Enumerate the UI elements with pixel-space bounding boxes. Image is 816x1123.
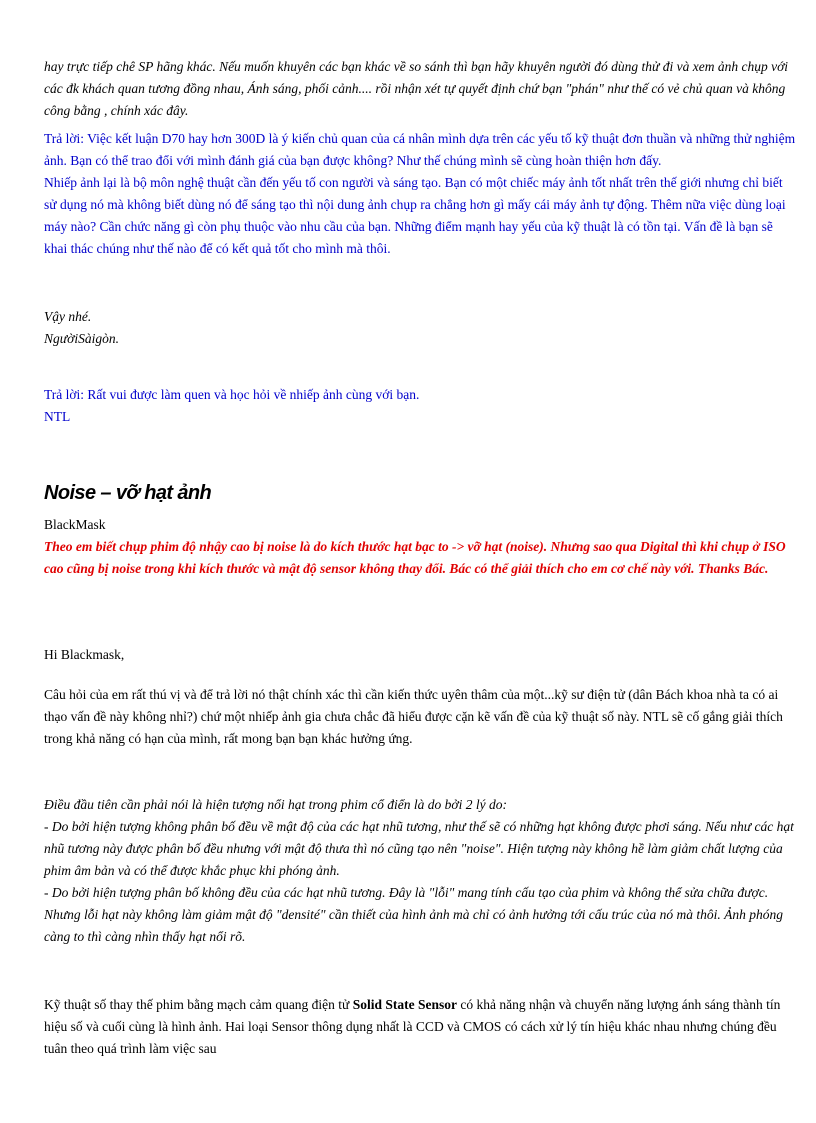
answer-greeting: Hi Blackmask, bbox=[44, 647, 125, 662]
answer-p2-intro: Điều đầu tiên cần phải nói là hiện tượng nổi hạt trong phim cổ điển là do bởi 2 lý do: bbox=[44, 797, 507, 812]
intro-paragraph: hay trực tiếp chê SP hãng khác. Nếu muốn khuyên các bạn khác về so sánh thì bạn hãy khuyên người đó dùng thử đi và xem ảnh chụp với các đk khách quan tương đồng nhau, Ánh sáng, phối cảnh.... rồi nhận xét tự quyết định chứ bạn "phán" như thế có vẻ chủ quan và không công bằng , chính xác đây. bbox=[44, 59, 789, 118]
answer-p3-pre: Kỹ thuật số thay thế phim bằng mạch cảm quang điện tử bbox=[44, 997, 353, 1012]
answer-paragraph-3 bbox=[44, 994, 796, 1060]
answer-paragraph-2 bbox=[44, 794, 796, 948]
signoff-line-2: NgườiSàigòn. bbox=[44, 331, 119, 346]
answer-paragraph-1: Câu hỏi của em rất thú vị và để trả lời nó thật chính xác thì cần kiến thức uyên thâm của một...kỹ sư điện tử (dân Bách khoa nhà ta có ai thạo vấn đề này không nhỉ?) chứ một nhiếp ảnh gia chưa chắc đã hiểu được cặn kẽ vấn đề của kỹ thuật số này. NTL sẽ cố gắng giải thích trong khả năng có hạn của mình, rất mong bạn bạn khác hưởng ứng. bbox=[44, 687, 783, 746]
signoff-block bbox=[44, 306, 796, 350]
question-text: Theo em biết chụp phim độ nhậy cao bị noise là do kích thước hạt bạc to -> vỡ hạt (noise). Nhưng sao qua Digital thì khi chụp ở ISO cao cũng bị noise trong khi kích thước và mật độ sensor không thay đổi. Bác có thể giải thích cho em cơ chế này với. Thanks Bác. bbox=[44, 539, 786, 576]
reply-2-line-1: Trả lời: Rất vui được làm quen và học hỏi về nhiếp ảnh cùng với bạn. bbox=[44, 387, 420, 402]
answer-p3-post: có khả năng nhận và chuyển năng lượng ánh sáng thành tín hiệu số và cuối cùng là hình ảnh. Hai loại Sensor thông dụng nhất là CCD và CMOS có cách xử lý tín hiệu khác nhau nhưng chúng đều tuân theo quá trình làm việc sau bbox=[44, 997, 781, 1056]
solid-state-sensor-term: Solid State Sensor bbox=[352, 997, 458, 1012]
answer-p2-point-b: - Do bởi hiện tượng phân bố không đều của các hạt nhũ tương. Đây là "lỗi" mang tính cấu tạo của phim và không thể sửa chữa được. Nhưng lỗi hạt này không làm giảm mật độ "densité" cần thiết của hình ảnh mà chỉ có ảnh hưởng tới cấu trúc của nó mà thôi. Ảnh phóng càng to thì càng nhìn thấy hạt nổi rõ. bbox=[44, 885, 784, 944]
reply-1-line-2: Nhiếp ảnh lại là bộ môn nghệ thuật cần đến yếu tố con người và sáng tạo. Bạn có một chiếc máy ảnh tốt nhất trên thế giới nhưng chỉ biết sử dụng nó mà không biết dùng nó để sáng tạo thì nội dung ảnh chụp ra chẳng hơn gì mấy cái máy ảnh tự động. Thêm nữa việc dùng loại máy nào? Cần chức năng gì còn phụ thuộc vào nhu cầu của bạn. Những điểm mạnh hay yếu của kỹ thuật là có tồn tại. Vấn đề là bạn sẽ khai thác chúng như thế nào để có kết quả tốt cho mình mà thôi. bbox=[44, 175, 786, 256]
reply-2-line-2: NTL bbox=[44, 409, 71, 424]
reply-1-line-1: Trả lời: Việc kết luận D70 hay hơn 300D là ý kiến chủ quan của cá nhân mình dựa trên các yếu tố kỹ thuật đơn thuần và những thử nghiệm ảnh. Bạn có thể trao đổi với mình đánh giá của bạn được không? Như thế chúng mình sẽ cùng hoàn thiện hơn đấy. bbox=[44, 131, 796, 168]
section-title: Noise – vỡ hạt ảnh bbox=[44, 482, 212, 504]
reply-block-2 bbox=[44, 384, 796, 428]
reply-block-1 bbox=[44, 128, 796, 260]
answer-p2-point-a: - Do bởi hiện tượng không phân bố đều về mật độ của các hạt nhũ tương, như thế sẽ có những hạt không được phơi sáng. Nếu như các hạt nhũ tương này được phân bố đều nhưng với mật độ thưa thì nó cũng tạo nên "noise". Hiện tượng này không hề làm giảm chất lượng của phim âm bản và có thể được khắc phục khi phóng ảnh. bbox=[44, 819, 794, 878]
signoff-line-1: Vậy nhé. bbox=[44, 309, 92, 324]
question-author: BlackMask bbox=[44, 517, 106, 532]
